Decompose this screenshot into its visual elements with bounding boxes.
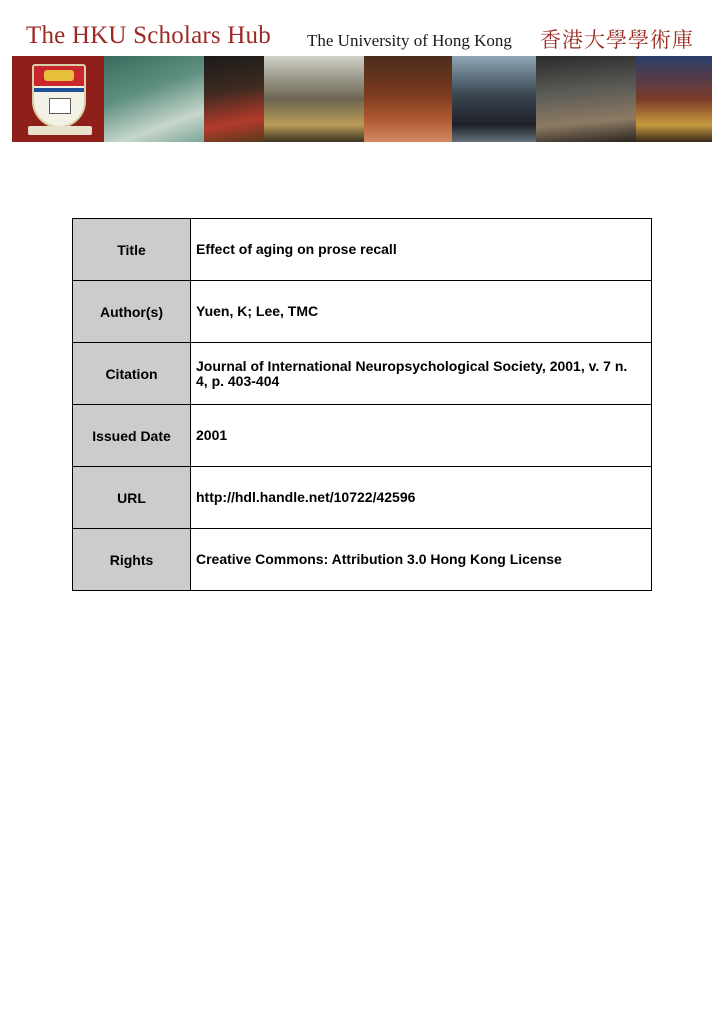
banner-photo-medical xyxy=(104,56,204,142)
banner-photo-lab xyxy=(636,56,712,142)
field-label: Author(s) xyxy=(73,281,191,343)
field-label: URL xyxy=(73,467,191,529)
university-name: The University of Hong Kong xyxy=(307,31,512,50)
header-banner xyxy=(12,56,712,142)
table-row xyxy=(73,529,652,591)
hub-title: The HKU Scholars Hub xyxy=(26,22,271,49)
field-value-rights: Creative Commons: Attribution 3.0 Hong Kong License xyxy=(191,529,652,591)
field-label: Title xyxy=(73,219,191,281)
field-label: Citation xyxy=(73,343,191,405)
record-metadata-table xyxy=(72,218,652,591)
field-value-issued-date: 2001 xyxy=(191,405,652,467)
banner-photo-ceremony xyxy=(204,56,264,142)
table-row xyxy=(73,467,652,529)
crest-motto-ribbon xyxy=(28,126,92,135)
university-crest-icon xyxy=(32,64,86,128)
field-label: Rights xyxy=(73,529,191,591)
table-row xyxy=(73,219,652,281)
field-value-url[interactable]: http://hdl.handle.net/10722/42596 xyxy=(191,467,652,529)
field-value-citation: Journal of International Neuropsychological Society, 2001, v. 7 n. 4, p. 403-404 xyxy=(191,343,652,405)
field-label: Issued Date xyxy=(73,405,191,467)
banner-photo-violinist xyxy=(536,56,636,142)
banner-photo-lecture xyxy=(452,56,536,142)
field-value-authors: Yuen, K; Lee, TMC xyxy=(191,281,652,343)
table-row xyxy=(73,281,652,343)
chinese-name: 香港大學學術庫 xyxy=(540,28,694,52)
banner-photo-artifact xyxy=(264,56,364,142)
field-value-title: Effect of aging on prose recall xyxy=(191,219,652,281)
table-row xyxy=(73,343,652,405)
table-row xyxy=(73,405,652,467)
banner-photo-hall xyxy=(364,56,452,142)
